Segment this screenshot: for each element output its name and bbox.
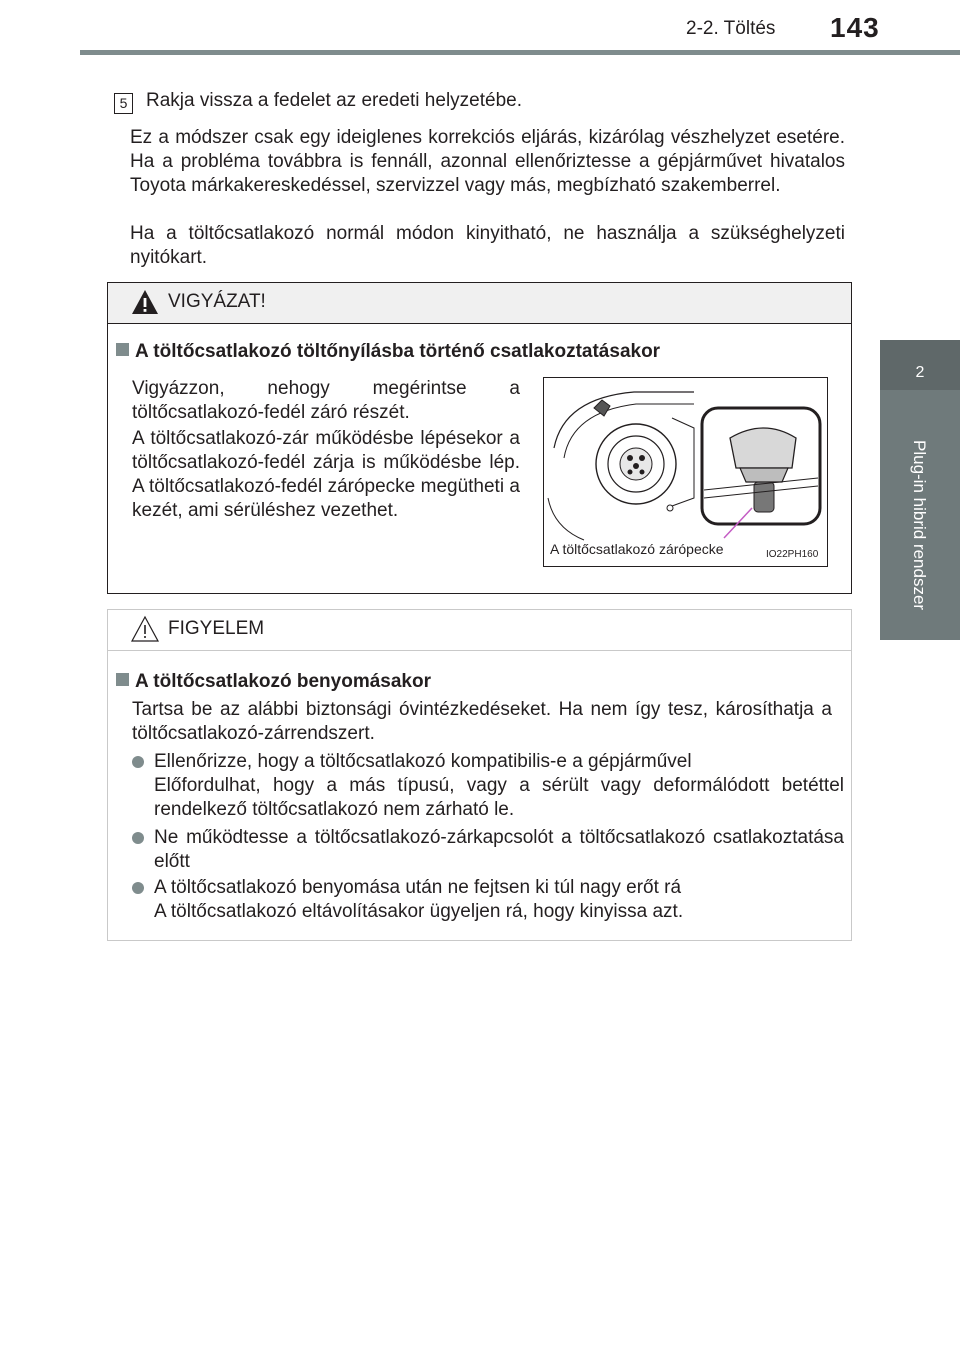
square-bullet-icon (116, 673, 129, 686)
page-number: 143 (830, 12, 880, 43)
warning-paragraph: Vigyázzon, nehogy megérintse a töltőcsatlakozó-fedél záró részét. (132, 378, 520, 423)
figure-code: IO22PH160 (766, 549, 819, 560)
figure-caption: A töltőcsatlakozó zárópecke (550, 541, 724, 557)
chapter-label: Plug-in hibrid rendszer (910, 440, 929, 611)
warning-header (108, 283, 851, 324)
section-title: 2-2. Töltés (686, 18, 776, 39)
charging-port-illustration (544, 378, 828, 567)
notice-bullet: Ne működtesse a töltőcsatlakozó-zárkapcsolót a töltőcsatlakozó csatlakoztatása előtt (132, 826, 844, 874)
notice-box (107, 609, 852, 941)
bullet-dot-icon (132, 882, 144, 894)
warning-triangle-icon (130, 287, 160, 317)
chapter-number: 2 (915, 364, 925, 381)
warning-subheading: A töltőcsatlakozó töltőnyílásba történő csatlakoztatásakor (116, 341, 660, 363)
bullet-dot-icon (132, 756, 144, 768)
square-bullet-icon (116, 343, 129, 356)
caution-triangle-icon (130, 614, 160, 644)
notice-bullet: A töltőcsatlakozó benyomása után ne fejtsen ki túl nagy erőt rá A töltőcsatlakozó eltávolításakor ügyeljen rá, hogy kinyissa azt. (132, 876, 844, 924)
body-paragraph: Ha a töltőcsatlakozó normál módon kinyitható, ne használja a szükséghelyzeti nyitókart. (130, 223, 845, 268)
warning-title: VIGYÁZAT! (168, 291, 266, 312)
notice-intro: Tartsa be az alábbi biztonsági óvintézkedéseket. Ha nem így tesz, károsíthatja a töltőcsatlakozó-zárrendszert. (132, 699, 832, 744)
step-text: Rakja vissza a fedelet az eredeti helyzetébe. (146, 90, 522, 111)
notice-header (108, 610, 851, 651)
notice-subheading: A töltőcsatlakozó benyomásakor (116, 671, 431, 693)
step-number: 5 (114, 93, 133, 114)
notice-title: FIGYELEM (168, 618, 265, 639)
warning-paragraph: A töltőcsatlakozó-zár működésbe lépésekor a töltőcsatlakozó-fedél zárja is működésbe lép. A töltőcsatlakozó-fedél zárópecke megütheti a kezét, ami sérüléshez vezethet. (132, 428, 520, 521)
body-paragraph: Ez a módszer csak egy ideiglenes korrekciós eljárás, kizárólag vészhelyzet esetére. Ha a probléma továbbra is fennáll, azonnal ellenőriztesse a gépjárművet hivatalos Toyota márkakereskedéssel, szervizzel vagy más, megbízható szakemberrel. (130, 127, 845, 196)
figure-charging-port (543, 377, 828, 567)
notice-bullet: Ellenőrizze, hogy a töltőcsatlakozó kompatibilis-e a gépjárművel Előfordulhat, hogy a más típusú, vagy a sérült vagy deformálódott betéttel rendelkező töltőcsatlakozó nem zárható le. (132, 750, 844, 822)
header-rule (80, 50, 960, 55)
bullet-dot-icon (132, 832, 144, 844)
